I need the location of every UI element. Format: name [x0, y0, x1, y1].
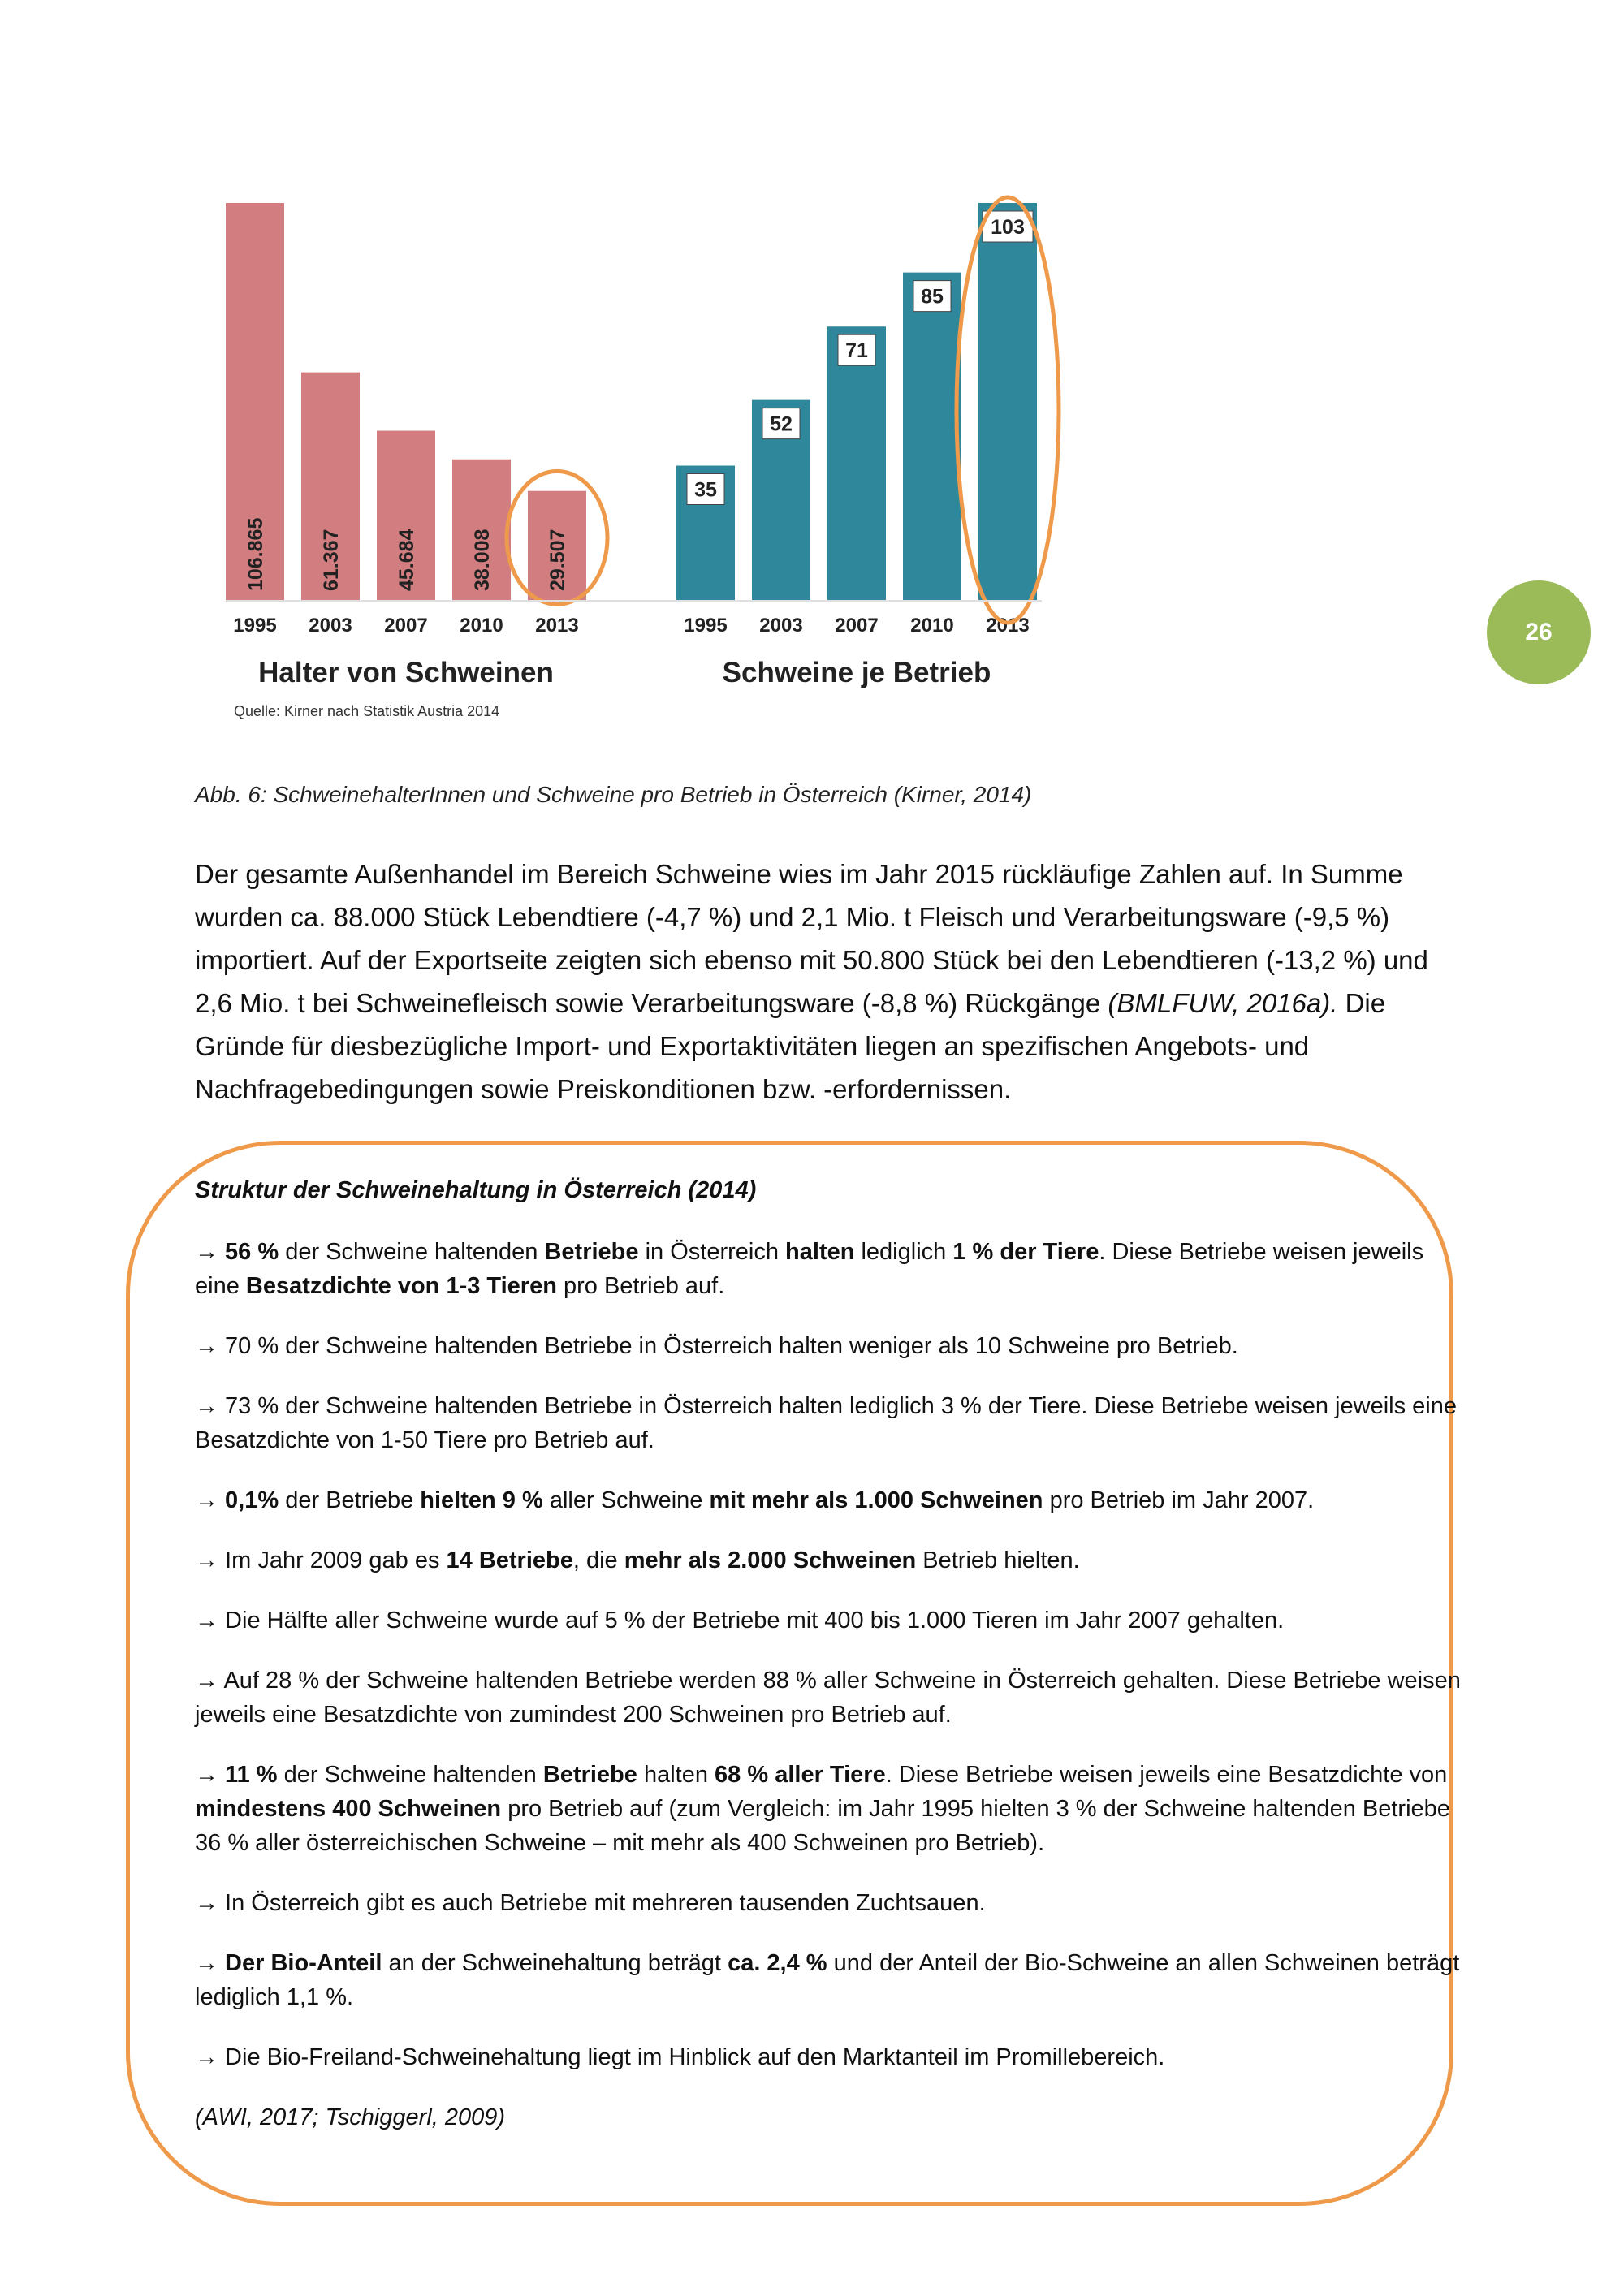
- text-segment: in Österreich: [638, 1239, 786, 1265]
- info-box: [195, 1173, 1462, 2134]
- x-tick-label: 1995: [684, 615, 728, 637]
- info-box-item: [195, 1543, 1462, 1577]
- text-segment: halten: [637, 1762, 715, 1788]
- bar-value-label: 103: [991, 216, 1025, 239]
- chart-figure: [209, 183, 1062, 735]
- bold-text: halten: [785, 1239, 855, 1265]
- bold-text: 68 % aller Tiere: [715, 1762, 886, 1788]
- bar-value-label: 45.684: [395, 529, 418, 591]
- text-segment: → Die Bio-Freiland-Schweinehaltung liegt im Hinblick auf den Marktanteil im Promillebereich.: [195, 2044, 1165, 2070]
- text-segment: pro Betrieb auf (zum Vergleich: im Jahr 1995 hielten 3 % der Schweine haltenden Betriebe 36 % aller österreichischen Schweine – mit mehr als 400 Schweinen pro Betrieb).: [195, 1796, 1450, 1856]
- text-segment: . Diese Betriebe weisen jeweils eine Besatzdichte von: [885, 1762, 1448, 1788]
- x-tick-label: 2007: [835, 615, 879, 637]
- info-box-item: [195, 1758, 1462, 1860]
- bold-text: Besatzdichte von 1-3 Tieren: [245, 1273, 557, 1299]
- bold-text: → 11 %: [195, 1762, 278, 1788]
- bold-text: Betriebe: [542, 1762, 637, 1788]
- bar-value-label: 35: [694, 478, 717, 502]
- text-segment: , die: [572, 1547, 624, 1573]
- info-box-item: [195, 1235, 1462, 1303]
- bold-text: → 56 %: [195, 1239, 279, 1265]
- figure-caption: Abb. 6: SchweinehalterInnen und Schweine pro Betrieb in Österreich (Kirner, 2014): [195, 782, 1032, 807]
- page-number-badge: [1487, 580, 1591, 684]
- text-segment: der Schweine haltenden: [277, 1762, 543, 1788]
- bar-value-label: 52: [770, 412, 793, 436]
- text-segment: Betrieb hielten.: [916, 1547, 1080, 1573]
- x-tick-label: 2003: [759, 615, 803, 637]
- info-box-item: [195, 1389, 1462, 1457]
- x-tick-label: 1995: [233, 615, 277, 637]
- page-number: 26: [1525, 619, 1553, 645]
- info-box-item: [195, 2040, 1462, 2074]
- bar-value-label: 61.367: [320, 529, 343, 591]
- text-segment: und der Anteil der Bio-Schweine an allen Schweinen beträgt lediglich 1,1 %.: [195, 1950, 1460, 2010]
- bold-text: 14 Betriebe: [446, 1547, 573, 1573]
- text-segment: → Die Hälfte aller Schweine wurde auf 5 % der Betriebe mit 400 bis 1.000 Tieren im Jahr 2007 gehalten.: [195, 1608, 1285, 1634]
- bold-text: mit mehr als 1.000 Schweinen: [709, 1487, 1043, 1513]
- info-box-list: [195, 1235, 1462, 2074]
- text-segment: der Schweine haltenden: [279, 1239, 545, 1265]
- bold-text: ca. 2,4 %: [728, 1950, 827, 1976]
- info-box-item: [195, 1664, 1462, 1732]
- paragraph-text-2: Die Gründe für diesbezügliche Import- und Exportaktivitäten liegen an spezifischen Angebots- und Nachfragebedingungen sowie Preiskonditionen bzw. -erfordernissen.: [195, 988, 1386, 1104]
- x-tick-label: 2010: [910, 615, 954, 637]
- paragraph-text: Der gesamte Außenhandel im Bereich Schweine wies im Jahr 2015 rückläufige Zahlen auf. In Summe wurden ca. 88.000 Stück Lebendtiere (-4,7 %) und 2,1 Mio. t Fleisch und Verarbeitungsware (-9,5 %) importiert. Auf der Exportseite zeigten sich ebenso mit 50.800 Stück bei den Lebendtieren (-13,2 %) und 2,6 Mio. t bei Schweinefleisch sowie Verarbeitungsware (-8,8 %) Rückgänge: [195, 859, 1428, 1018]
- x-tick-label: 2013: [986, 615, 1030, 637]
- info-box-item: [195, 1329, 1462, 1363]
- info-box-item: [195, 1483, 1462, 1517]
- text-segment: lediglich: [854, 1239, 953, 1265]
- chart-source-note: Quelle: Kirner nach Statistik Austria 2014: [234, 703, 500, 719]
- bar: [903, 273, 961, 601]
- text-segment: → Auf 28 % der Schweine haltenden Betriebe werden 88 % aller Schweine in Österreich gehalten. Diese Betriebe weisen jeweils eine Besatzdichte von zumindest 200 Schweinen pro Betrieb auf.: [195, 1668, 1461, 1728]
- text-segment: → 73 % der Schweine haltenden Betriebe in Österreich halten lediglich 3 % der Tiere. Diese Betriebe weisen jeweils eine Besatzdichte von 1-50 Tiere pro Betrieb auf.: [195, 1393, 1457, 1453]
- text-segment: → In Österreich gibt es auch Betriebe mit mehreren tausenden Zuchtsauen.: [195, 1890, 986, 1916]
- bold-text: mehr als 2.000 Schweinen: [624, 1547, 917, 1573]
- x-tick-label: 2003: [309, 615, 352, 637]
- text-segment: pro Betrieb im Jahr 2007.: [1043, 1487, 1315, 1513]
- body-paragraph: [195, 852, 1462, 1111]
- bar-value-label: 38.008: [471, 529, 494, 591]
- bold-text: → Der: [195, 1950, 271, 1976]
- info-box-item: [195, 1603, 1462, 1638]
- text-segment: . Diese Betriebe weisen jeweils eine: [195, 1239, 1424, 1299]
- text-segment: → 70 % der Schweine haltenden Betriebe in Österreich halten weniger als 10 Schweine pro Betrieb.: [195, 1333, 1238, 1359]
- bold-text: Betriebe: [544, 1239, 639, 1265]
- bar-value-label: 29.507: [546, 529, 569, 591]
- panel-title: Halter von Schweinen: [258, 657, 554, 688]
- info-box-item: [195, 1886, 1462, 1920]
- info-box-title: Struktur der Schweinehaltung in Österreich (2014): [195, 1177, 757, 1203]
- text-segment: → Im Jahr 2009 gab es: [195, 1547, 447, 1573]
- text-segment: aller Schweine: [542, 1487, 710, 1513]
- text-segment: an der Schweinehaltung beträgt: [382, 1950, 728, 1976]
- panel-title: Schweine je Betrieb: [722, 657, 991, 688]
- bar-value-label: 85: [921, 285, 944, 309]
- bar-value-label: 106.865: [244, 517, 267, 591]
- bold-text: → 0,1%: [195, 1487, 279, 1513]
- bold-text: mindestens 400 Schweinen: [195, 1796, 502, 1822]
- info-box-source: (AWI, 2017; Tschiggerl, 2009): [195, 2104, 506, 2130]
- info-box-item: [195, 1946, 1462, 2014]
- bold-text: hielten 9 %: [420, 1487, 543, 1513]
- bar: [827, 326, 886, 601]
- bold-text: 1 % der Tiere: [952, 1239, 1099, 1265]
- x-tick-label: 2007: [384, 615, 428, 637]
- x-tick-label: 2010: [460, 615, 503, 637]
- text-segment: pro Betrieb auf.: [556, 1273, 725, 1299]
- x-tick-label: 2013: [535, 615, 579, 637]
- bold-text: Bio-Anteil: [270, 1950, 382, 1976]
- bar: [978, 203, 1037, 601]
- paragraph-citation: (BMLFUW, 2016a).: [1108, 988, 1338, 1018]
- bar-value-label: 71: [845, 339, 868, 363]
- text-segment: der Betriebe: [279, 1487, 421, 1513]
